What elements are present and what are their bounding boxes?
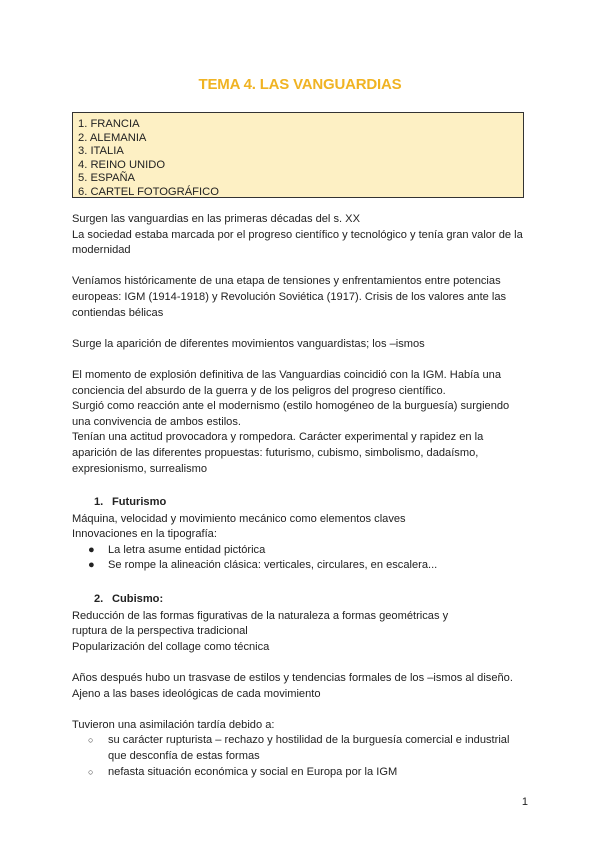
paragraph: Veníamos históricamente de una etapa de tensiones y enfrentamientos entre potencias europeas: IGM (1914-1918) y Revolución Soviética (1917). Crisis de los valores ante las contiendas bélicas bbox=[72, 275, 507, 319]
toc-item-espana: 5. ESPAÑA bbox=[78, 172, 135, 185]
section-title: Cubismo: bbox=[112, 593, 164, 606]
toc-item-italia: 3. ITALIA bbox=[78, 145, 124, 158]
paragraph: Surgió como reacción ante el modernismo (estilo homogéneo de la burguesía) surgiendo una convivencia de ambos estilos. bbox=[72, 400, 510, 428]
paragraph: La sociedad estaba marcada por el progreso científico y tecnológico y tenía gran valor de la modernidad bbox=[72, 228, 523, 257]
paragraph: Surge la aparición de diferentes movimientos vanguardistas; los –ismos bbox=[72, 337, 425, 350]
section-number: 2. bbox=[94, 593, 104, 606]
paragraph: Reducción de las formas figurativas de la naturaleza a formas geométricas y bbox=[72, 609, 449, 622]
toc-item-alemania: 2. ALEMANIA bbox=[78, 131, 147, 144]
page-number: 1 bbox=[521, 796, 528, 808]
bullet-icon: ● bbox=[88, 543, 95, 556]
paragraph: ruptura de la perspectiva tradicional bbox=[72, 625, 248, 638]
section-heading-futurismo bbox=[72, 495, 530, 511]
list-item: ● Se rompe la alineación clásica: verticales, circulares, en escalera... bbox=[72, 558, 530, 574]
paragraph: Popularización del collage como técnica bbox=[72, 640, 270, 653]
toc-item-francia: 1. FRANCIA bbox=[78, 118, 140, 130]
toc-item-cartel-fotografico: 6. CARTEL FOTOGRÁFICO bbox=[78, 185, 219, 198]
paragraph: Surgen las vanguardias en las primeras décadas del s. XX bbox=[72, 213, 360, 225]
paragraph: Tenían una actitud provocadora y rompedora. Carácter experimental y rapidez en la aparición de las diferentes propuestas: futurismo, cubismo, simbolismo, dadaísmo, expresionismo, surrealismo bbox=[72, 431, 484, 475]
hollow-bullet-icon: ○ bbox=[88, 766, 94, 777]
bullet-list bbox=[72, 733, 530, 780]
paragraph: Innovaciones en la tipografía: bbox=[72, 528, 217, 541]
bullet-icon: ● bbox=[88, 559, 95, 572]
list-item: ○ su carácter rupturista – rechazo y hostilidad de la burguesía comercial e industrial que desconfía de estas formas bbox=[88, 734, 510, 762]
paragraph: Máquina, velocidad y movimiento mecánico como elementos claves bbox=[72, 512, 406, 525]
section-number: 1. bbox=[94, 496, 104, 509]
hollow-bullet-icon: ○ bbox=[88, 735, 94, 746]
page-title: TEMA 4. LAS VANGUARDIAS bbox=[198, 76, 402, 93]
list-item: ○ nefasta situación económica y social en Europa por la IGM bbox=[72, 765, 530, 781]
paragraph: El momento de explosión definitiva de las Vanguardias coincidió con la IGM. Había una conciencia del absurdo de la guerra y de los peligros del progreso científico. bbox=[72, 368, 501, 397]
paragraph: Años después hubo un trasvase de estilos y tendencias formales de los –ismos al diseño. Ajeno a las bases ideológicas de cada movimiento bbox=[72, 672, 513, 700]
toc-item-reino-unido: 4. REINO UNIDO bbox=[78, 158, 166, 171]
table-of-contents bbox=[72, 112, 524, 198]
list-item: ● La letra asume entidad pictórica bbox=[72, 543, 530, 559]
section-title: Futurismo bbox=[112, 496, 167, 509]
paragraph: Tuvieron una asimilación tardía debido a: bbox=[72, 718, 275, 731]
document-body bbox=[72, 212, 530, 780]
bullet-list bbox=[72, 543, 530, 574]
section-heading-cubismo bbox=[72, 592, 530, 608]
